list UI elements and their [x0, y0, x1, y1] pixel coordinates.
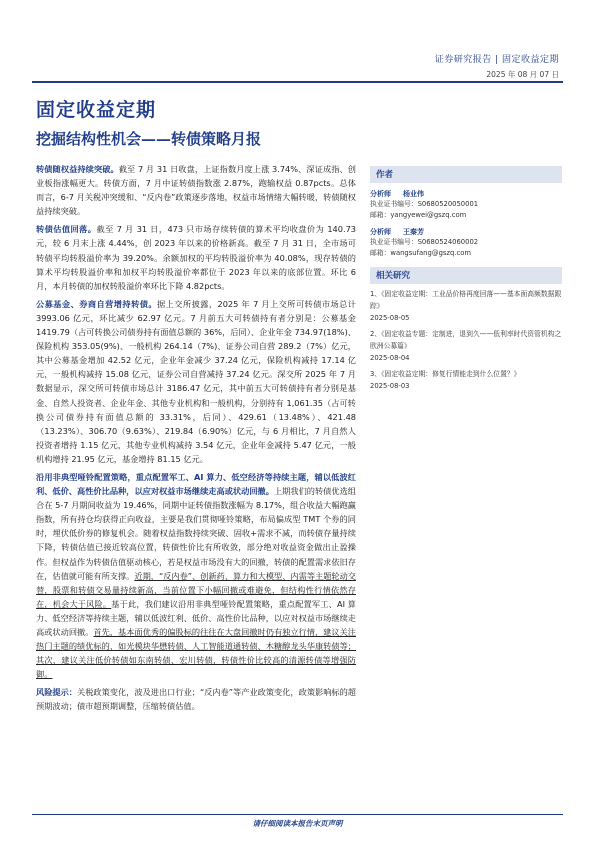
related-item-2-date: 2025-08-04: [370, 354, 410, 362]
paragraph-4-text: 上期我们的转债优选组合在 5-7 月期间收益为 19.46%，同期中证转债指数涨幅为 8.17%，组合收益大幅跑赢指数，所有持仓均获得正向收益，主要是我们贯彻哑铃策略，布局偏成型 TMT 个券的同时，埋伏低价券的修复机会。随着权益指数持续突破、固收+需求不减，而转债存量持续下降，转债估值已接近较高位置，转债性价比有所收敛，部分绝对收益资金做出止盈操作。但权益作为转债估值驱动核心，若是权益市场没有大的回撤，转债的配置需求依旧存在，估值就可能有所支撑。: [36, 486, 356, 581]
paragraph-4-underlined2: 首先，基本面优秀的偏股标的往往在大盘回撤时仍有独立行情，建议关注热门主题的绩优标的，如光模块华懋转债、人工智能道通转债、木糖醇龙头华康转债等；其次，建议关注低价转债如东南转债、宏川转债，转债性价比较高的清源转债等增强防御。: [36, 627, 356, 680]
paragraph-4-text2: 基于此，我们建议沿用非典型哑铃配置策略，重点配置军工、AI 算力、低空经济等持续主题，辅以低波红利、低价、高性价比品种，以应对权益市场继续走高或状动回撤。: [36, 598, 356, 637]
related-item-3-date: 2025-08-03: [370, 382, 410, 390]
paragraph-3-text: 据上交所披露，2025 年 7 月上交所可转债市场总计 3993.06 亿元，环比减少 62.97 亿元。7 月前五大可转债持有者分别是：公募基金 1419.79（占可转换公司债券持有面值总额的 36%，后同）、企业年金 734.97(18%)、保险机构 353.05(9%)、一般机构 264.14（7%)、证券公司自营 289.2（7%）亿元，其中公募基金增加 42.52 亿元，企业年金减少 37.24 亿元，保险机构减持 17.14 亿元，一般机构减持 15.08 亿元，证券公司自营减持 37.24 亿元。深交所 2025 年 7 月数据显示，深交所可转债市场总计 3186.47 亿元，其中前五大可转债持有者分别是基金、自然人投资者、企业年金、其他专业机构和一般机构，分别持有 1,061.35（占可转换公司债券持有面值总额的 33.31%，后同）、429.61（13.48%）、421.48（13.23%）、306.70（9.63%）、219.84（6.90%）亿元，与 6 月相比，7 月自然人投资者增持 1.15 亿元，其他专业机构减持 3.54 亿元，企业年金减持 5.47 亿元，一般机构增持 21.95 亿元，基金增持 81.15 亿元。: [36, 298, 356, 464]
risk-lead: 风险提示：: [36, 687, 77, 698]
paragraph-1-lead: 转债随权益持续突破。: [36, 164, 119, 174]
footer-disclaimer: 请仔细阅读本报告末页声明: [252, 819, 343, 828]
related-item-3[interactable]: 3、《固定收益定期：修复行情能走到什么位置？》: [370, 370, 521, 378]
report-date: 2025 年 08 月 07 日: [486, 70, 559, 79]
author-1-cert: 执业证书编号：S0680520050001: [370, 200, 479, 208]
author-1-role: 分析师: [370, 190, 391, 198]
paragraph-4-underlined: 近期，“反内卷”、创新药、算力和大模型、内需等主题轮动交替，股票和转债交易量持续新高，当前位置下小幅回撤或难避免，但结构性行情依然存在，机会大于风险。: [36, 570, 356, 609]
report-title: 固定收益定期: [36, 99, 157, 121]
paragraph-3: [36, 297, 356, 466]
report-category: 证券研究报告 | 固定收益定期: [434, 55, 559, 65]
author-1-name: 杨业伟: [403, 190, 424, 198]
paragraph-1: [36, 162, 356, 218]
author-1-email[interactable]: 邮箱：yangyewei@gszq.com: [370, 211, 467, 219]
paragraph-2-lead: 转债估值回落。: [36, 224, 97, 235]
report-subtitle: 挖掘结构性机会——转债策略月报: [36, 130, 262, 148]
author-2-email[interactable]: 邮箱：wangsufang@gszq.com: [370, 249, 471, 257]
main-body: [36, 162, 356, 718]
related-item-1[interactable]: 1、《固定收益定期：工业品价格再度回落——基本面高频数据跟踪》: [370, 290, 562, 310]
paragraph-1-text: 截至 7 月 31 日收盘，上证指数月度上涨 3.74%、深证成指、创业板指涨幅更大。转债方面，7 月中证转债指数涨 2.87%，跑输权益 0.87pcts。总体而言，6-7 月关税冲突缓和、“反内卷”政策逐步落地，权益市场情绪大幅转暖，转债随权益持续突破。: [36, 164, 356, 217]
header-divider: [32, 81, 563, 83]
risk-paragraph: [36, 685, 356, 713]
sidebar: [370, 166, 562, 392]
author-2-role: 分析师: [370, 228, 391, 236]
paragraph-4: [36, 470, 356, 681]
related-heading: 相关研究: [370, 267, 562, 284]
author-2-names: [370, 227, 562, 237]
related-item-2[interactable]: 2、《固定收益专题：定制进，退到久——低利率时代资管机构之欧洲公募篇》: [370, 330, 562, 350]
footer-divider: [32, 814, 563, 815]
paragraph-3-lead: 公募基金、券商自营增持转债。: [36, 298, 158, 309]
authors-heading: 作者: [370, 166, 562, 183]
author-2-name: 王秦芳: [403, 228, 424, 236]
risk-text: 关税政策变化，波及进出口行业；“反内卷”等产业政策变化，政策影响标的超预期波动；债市超预期调整，压缩转债估值。: [36, 687, 356, 712]
paragraph-4-lead: 沿用非典型哑铃配置策略，重点配置军工、AI 算力、低空经济等持续主题，辅以低波红利、低价、高性价比品种，以应对权益市场继续走高或状动回撤。: [36, 471, 356, 497]
paragraph-2-text: 截至 7 月 31 日，473 只市场存续转债的算术平均收盘价为 140.73 元，较 6 月末上涨 4.44%，创 2023 年以来的价格新高。截至 7 月 31 日，全市场可转债平均转股溢价率为 39.20%。余额加权的平均转股溢价率为 40.08%，现存转债的算术平均转股溢价率和加权平均转股溢价率都位于 2023 年以来的底部位置。环比 6 月，本月转债的加权转股溢价率环比下降 4.82pcts。: [36, 224, 356, 291]
author-1-names: [370, 189, 562, 199]
related-item-1-date: 2025-08-05: [370, 314, 410, 322]
author-2-cert: 执业证书编号：S0680524060002: [370, 238, 479, 246]
paragraph-2: [36, 222, 356, 292]
